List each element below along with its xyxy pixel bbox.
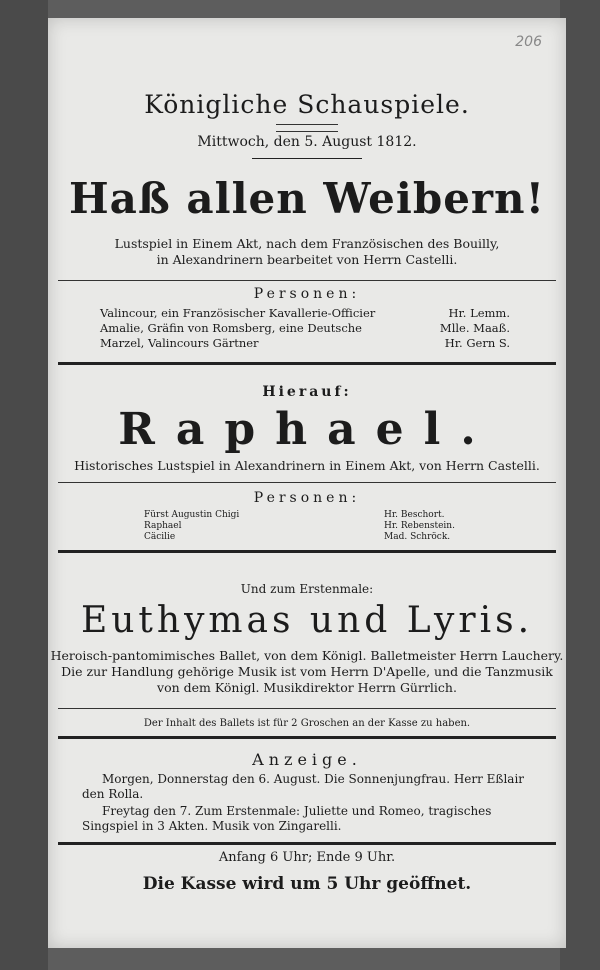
cast-row xyxy=(100,321,510,336)
playbill-sheet xyxy=(48,18,566,948)
announcement-heading: Anzeige. xyxy=(252,750,362,769)
cast-role: Amalie, Gräfin von Romsberg, eine Deutsche xyxy=(100,321,362,335)
divider xyxy=(58,708,556,709)
cast-role: Fürst Augustin Chigi xyxy=(144,510,240,520)
play2-cast-list xyxy=(144,510,484,543)
cast-row xyxy=(144,521,484,532)
play1-subtitle-2: in Alexandrinern bearbeitet von Herrn Castelli. xyxy=(156,252,458,267)
cast-role: Valincour, ein Französischer Kavallerie-Officier xyxy=(100,306,376,320)
cast-row xyxy=(100,336,510,351)
box-office-opening: Die Kasse wird um 5 Uhr geöffnet. xyxy=(142,874,472,894)
play1-title: Haß allen Weibern! xyxy=(68,174,546,223)
ballet-intro: Und zum Erstenmale: xyxy=(240,582,374,596)
cast-actor: Hr. Gern S. xyxy=(444,336,510,350)
thick-divider xyxy=(58,362,556,365)
cast-row xyxy=(144,532,484,543)
cast-role: Cäcilie xyxy=(144,532,176,542)
play2-intro: Hierauf: xyxy=(262,384,352,400)
cast-actor: Hr. Beschort. xyxy=(384,510,445,520)
cast-actor: Mlle. Maaß. xyxy=(439,321,510,335)
ballet-title: Euthymas und Lyris. xyxy=(80,600,534,641)
cast-actor: Mad. Schröck. xyxy=(384,532,451,542)
play2-subtitle: Historisches Lustspiel in Alexandrinern in Einem Akt, von Herrn Castelli. xyxy=(74,458,540,473)
scan-background-left xyxy=(0,0,48,970)
performance-times: Anfang 6 Uhr; Ende 9 Uhr. xyxy=(218,850,396,865)
play2-title: Raphael. xyxy=(118,404,496,455)
cast-role: Raphael xyxy=(144,521,182,531)
archive-number: 206 xyxy=(515,34,542,50)
scan-background-right xyxy=(560,0,600,970)
theater-title: Königliche Schauspiele. xyxy=(144,90,470,119)
thick-divider xyxy=(58,736,556,739)
cast-actor: Hr. Lemm. xyxy=(448,306,510,320)
play2-cast-heading: Personen: xyxy=(253,490,361,506)
ballet-note: Der Inhalt des Ballets ist für 2 Groschen an der Kasse zu haben. xyxy=(143,718,471,729)
announcement-paragraph-2: Freytag den 7. Zum Erstenmale: Juliette und Romeo, tragisches Singspiel in 3 Akten. Musik von Zingarelli. xyxy=(82,804,492,833)
thick-divider xyxy=(58,550,556,553)
performance-date: Mittwoch, den 5. August 1812. xyxy=(197,134,417,150)
ballet-description-3: von dem Königl. Musikdirektor Herrn Gürrlich. xyxy=(157,680,457,695)
ballet-description-1: Heroisch-pantomimisches Ballet, von dem Königl. Balletmeister Herrn Lauchery. xyxy=(50,648,564,663)
ballet-description-2: Die zur Handlung gehörige Musik ist vom Herrn D'Apelle, und die Tanzmusik xyxy=(61,664,553,679)
announcement-paragraph-1: Morgen, Donnerstag den 6. August. Die Sonnenjungfrau. Herr Eßlair den Rolla. xyxy=(82,772,525,801)
cast-row xyxy=(100,306,510,321)
divider xyxy=(58,482,556,483)
divider xyxy=(58,280,556,281)
cast-actor: Hr. Rebenstein. xyxy=(384,521,455,531)
divider xyxy=(252,158,362,159)
play1-cast-heading: Personen: xyxy=(253,286,361,302)
ornament-divider xyxy=(276,124,338,132)
play1-subtitle-1: Lustspiel in Einem Akt, nach dem Französischen des Bouilly, xyxy=(114,236,500,251)
play1-cast-list xyxy=(100,306,510,351)
thick-divider xyxy=(58,842,556,845)
cast-role: Marzel, Valincours Gärtner xyxy=(100,336,259,350)
cast-row xyxy=(144,510,484,521)
